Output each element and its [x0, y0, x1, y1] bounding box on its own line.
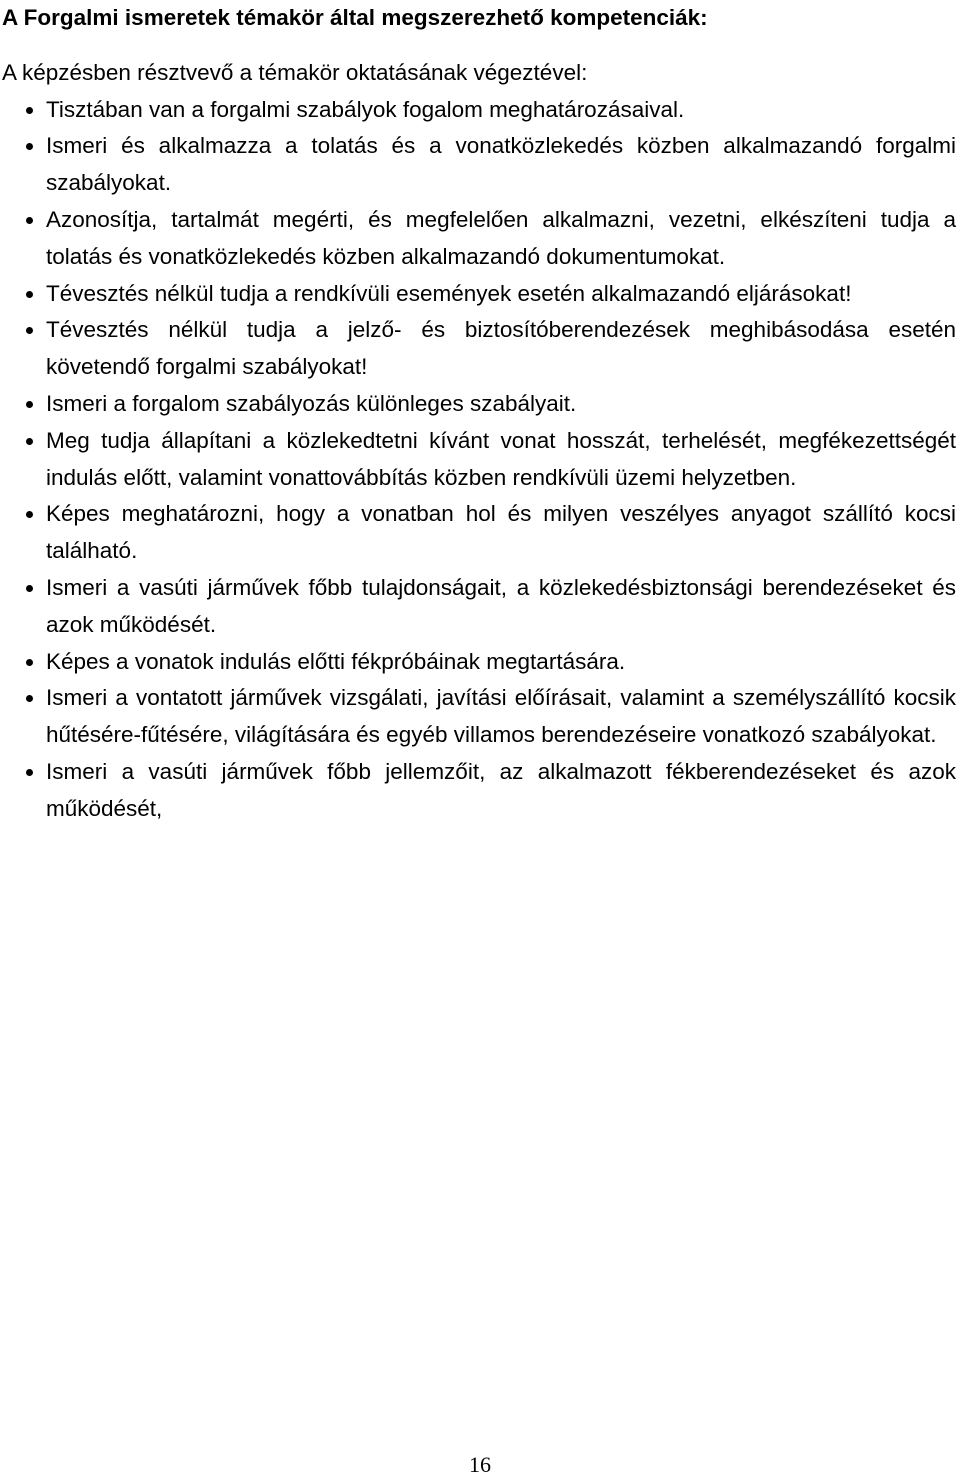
bullet-dot-icon — [26, 217, 33, 224]
list-item — [2, 92, 956, 129]
bullet-dot-icon — [26, 695, 33, 702]
list-item-text: Képes meghatározni, hogy a vonatban hol és milyen veszélyes anyagot szállító kocsi található. — [46, 501, 956, 564]
bullet-dot-icon — [26, 585, 33, 592]
list-item — [2, 754, 956, 828]
bullet-dot-icon — [26, 659, 33, 666]
list-item-text: Tévesztés nélkül tudja a rendkívüli események esetén alkalmazandó eljárásokat! — [46, 280, 852, 306]
bullet-dot-icon — [26, 291, 33, 298]
list-item-text: Ismeri és alkalmazza a tolatás és a vonatközlekedés közben alkalmazandó forgalmi szabályokat. — [46, 133, 956, 196]
page-number: 16 — [469, 1452, 491, 1477]
list-item — [2, 312, 956, 386]
list-item — [2, 386, 956, 423]
list-item — [2, 276, 956, 313]
bullet-dot-icon — [26, 143, 33, 150]
bullet-dot-icon — [26, 769, 33, 776]
bullet-dot-icon — [26, 107, 33, 114]
bullet-dot-icon — [26, 438, 33, 445]
list-item — [2, 496, 956, 570]
list-item-text: Tisztában van a forgalmi szabályok fogalom meghatározásaival. — [46, 96, 685, 122]
list-item-text: Ismeri a vasúti járművek főbb jellemzőit, az alkalmazott fékberendezéseket és azok működését, — [46, 758, 956, 821]
list-item-text: Ismeri a vasúti járművek főbb tulajdonságait, a közlekedésbiztonsági berendezéseket és azok működését. — [46, 574, 956, 637]
list-item-text: Meg tudja állapítani a közlekedtetni kívánt vonat hosszát, terhelését, megfékezettségét indulás előtt, valamint vonattovábbítás közben rendkívüli üzemi helyzetben. — [46, 427, 956, 490]
list-item-text: Tévesztés nélkül tudja a jelző- és biztosítóberendezések meghibásodása esetén követendő forgalmi szabályokat! — [46, 317, 956, 380]
list-item — [2, 644, 956, 681]
list-item-text: Képes a vonatok indulás előtti fékpróbáinak megtartására. — [46, 648, 626, 674]
list-item — [2, 128, 956, 202]
list-item — [2, 202, 956, 276]
bullet-dot-icon — [26, 401, 33, 408]
list-item-text: Ismeri a vontatott járművek vizsgálati, javítási előírásait, valamint a személyszállító kocsik hűtésére-fűtésére, világítására és egyéb villamos berendezéseire vonatkozó szabályokat. — [46, 685, 956, 748]
list-item — [2, 570, 956, 644]
list-item — [2, 423, 956, 497]
document-page — [2, 0, 956, 828]
list-item — [2, 680, 956, 754]
list-item-text: Azonosítja, tartalmát megérti, és megfelelően alkalmazni, vezetni, elkészíteni tudja a tolatás és vonatközlekedés közben alkalmazandó dokumentumokat. — [46, 206, 956, 269]
bullet-dot-icon — [26, 327, 33, 334]
intro-text: A képzésben résztvevő a témakör oktatásának végeztével: — [2, 59, 588, 85]
section-heading: A Forgalmi ismeretek témakör által megszerezhető kompetenciák: — [2, 5, 708, 30]
competency-list — [2, 92, 956, 828]
bullet-dot-icon — [26, 511, 33, 518]
list-item-text: Ismeri a forgalom szabályozás különleges szabályait. — [46, 390, 577, 416]
